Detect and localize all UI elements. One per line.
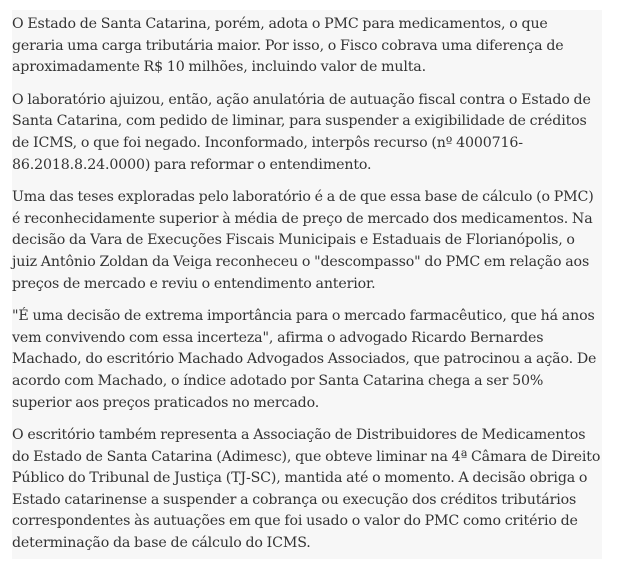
- article-paragraph-3: Uma das teses exploradas pelo laboratório é a de que essa base de cálculo (o PMC) é reconhecidamente superior à média de preço de mercado dos medicamentos. Na decisão da Vara de Execuções Fiscais Municipais e Estaduais de Florianópolis, o juiz Antônio Zoldan da Veiga reconheceu o "descompasso" do PMC em relação aos preços de mercado e reviu o entendimento anterior.: [12, 189, 594, 292]
- article-paragraph-5: O escritório também representa a Associação de Distribuidores de Medicamentos do Estado de Santa Catarina (Adimesc), que obteve liminar na 4ª Câmara de Direito Público do Tribunal de Justiça (TJ-SC), mantida até o momento. A decisão obriga o Estado catarinense a suspender a cobrança ou execução dos créditos tributários correspondentes às autuações em que foi usado o valor do PMC como critério de determinação da base de cálculo do ICMS.: [12, 427, 601, 552]
- article-paragraph-2: O laboratório ajuizou, então, ação anulatória de autuação fiscal contra o Estado de Santa Catarina, com pedido de liminar, para suspender a exigibilidade de créditos de ICMS, o que foi negado. Inconformado, interpôs recurso (nº 4000716-86.2018.8.24.0000) para reformar o entendimento.: [12, 91, 591, 173]
- article-paragraph-4: "É uma decisão de extrema importância para o mercado farmacêutico, que há anos vem convivendo com essa incerteza", afirma o advogado Ricardo Bernardes Machado, do escritório Machado Advogados Associados, que patrocinou a ação. De acordo com Machado, o índice adotado por Santa Catarina chega a ser 50% superior aos preços praticados no mercado.: [12, 308, 597, 411]
- article-body: [12, 10, 602, 559]
- article-paragraph-1: O Estado de Santa Catarina, porém, adota o PMC para medicamentos, o que geraria uma carga tributária maior. Por isso, o Fisco cobrava uma diferença de aproximadamente R$ 10 milhões, incluindo valor de multa.: [12, 16, 564, 76]
